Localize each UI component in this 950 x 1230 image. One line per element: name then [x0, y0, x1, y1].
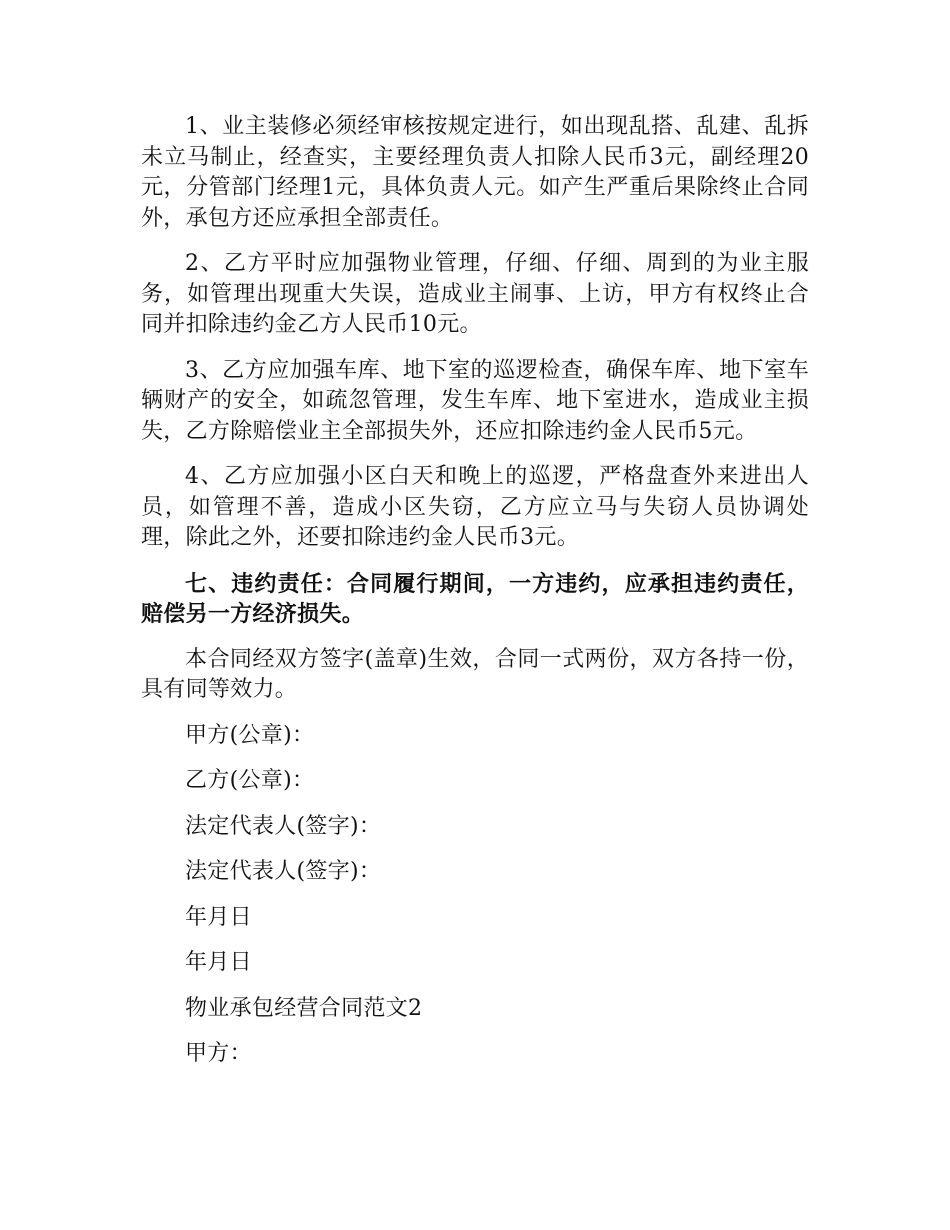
- breach-liability-heading: 七、违约责任：合同履行期间，一方违约，应承担违约责任，赔偿另一方经济损失。: [141, 570, 809, 627]
- next-contract-title: 物业承包经营合同范文2: [185, 995, 423, 1021]
- party-a-seal-line: 甲方(公章)：: [185, 722, 315, 748]
- clause-paragraph-3: 3、乙方应加强车库、地下室的巡逻检查，确保车库、地下室车辆财产的安全，如疏忽管理，发生车库、地下室进水，造成业主损失，乙方除赔偿业主全部损失外，还应扣除违约金人民币5元。: [141, 357, 809, 444]
- legal-rep-signature-line-a: 法定代表人(签字)：: [185, 813, 382, 839]
- party-b-seal-line: 乙方(公章)：: [185, 768, 315, 793]
- clause-paragraph-4: 4、乙方应加强小区白天和晚上的巡逻，严格盘查外来进出人员，如管理不善，造成小区失窃，乙方应立马与失窃人员协调处理，除此之外，还要扣除违约金人民币3元。: [141, 464, 809, 550]
- party-a-line: 甲方：: [185, 1041, 252, 1066]
- date-line-b: 年月日: [185, 950, 252, 975]
- date-line-a: 年月日: [185, 904, 252, 930]
- clause-paragraph-1: 1、业主装修必须经审核按规定进行，如出现乱搭、乱建、乱拆未立马制止，经查实，主要经理负责人扣除人民币3元，副经理20元，分管部门经理1元，具体负责人元。如产生严重后果除终止合同外，承包方还应承担全部责任。: [141, 114, 809, 231]
- legal-rep-signature-line-b: 法定代表人(签字)：: [185, 859, 382, 884]
- document-page: [141, 112, 809, 1085]
- clause-paragraph-2: 2、乙方平时应加强物业管理，仔细、仔细、周到的为业主服务，如管理出现重大失误，造成业主闹事、上访，甲方有权终止合同并扣除违约金乙方人民币10元。: [141, 251, 809, 337]
- contract-effect-paragraph: 本合同经双方签字(盖章)生效，合同一式两份，双方各持一份，具有同等效力。: [141, 646, 809, 702]
